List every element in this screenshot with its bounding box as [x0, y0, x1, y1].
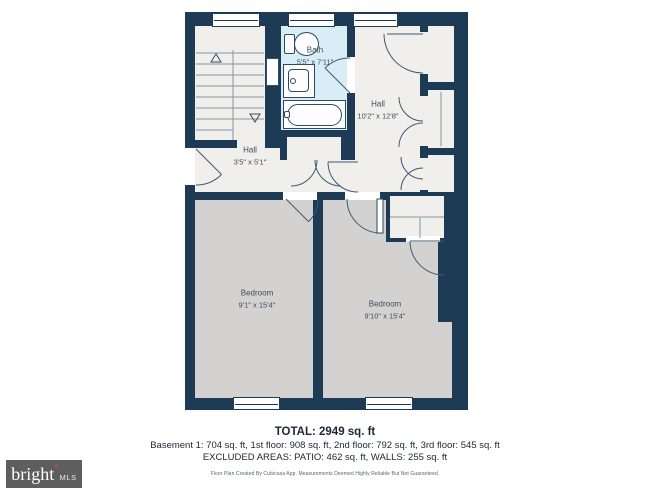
disclaimer-text: Floor Plan Created By Cubicasa App. Measurements Deemed Highly Reliable But Not Guaranteed.: [210, 470, 440, 477]
floor-areas-text: Basement 1: 704 sq. ft, 1st floor: 908 sq. ft, 2nd floor: 792 sq. ft, 3rd floor: 545 sq. ft: [150, 439, 500, 451]
closet-a-floor: [428, 26, 454, 82]
window-pane: [235, 404, 278, 405]
total-area-text: TOTAL: 2949 sq. ft: [274, 426, 376, 438]
logo-suffix-text: MLS: [59, 472, 77, 482]
room-dims: 3'5" x 5'1": [233, 157, 267, 167]
excluded-areas-text: EXCLUDED AREAS: PATIO: 462 sq. ft, WALLS: 255 sq. ft: [202, 451, 448, 463]
closet-a-opening: [420, 32, 428, 74]
bedroom-left-door-opening: [283, 192, 317, 200]
bedroom-closet-door-opening: [406, 236, 440, 242]
bathtub-faucet-icon: [284, 111, 290, 118]
room-label-hall-main: [357, 98, 398, 121]
closet-c-opening: [420, 158, 428, 190]
closet-b-opening: [420, 96, 428, 146]
bedroom-closet-floor: [390, 196, 444, 238]
bedroom-right-floor-lower: [438, 322, 452, 398]
room-label-bedroom-right: [364, 298, 405, 321]
bath-door-opening: [347, 57, 355, 93]
window-pane: [214, 20, 258, 21]
entry-door-opening: [185, 148, 195, 185]
linen-closet-floor: [287, 137, 341, 160]
room-dims: 5'5" x 7'11": [296, 57, 334, 67]
room-name: Bath: [306, 45, 324, 55]
bathtub-basin-icon: [287, 104, 342, 126]
closet-c-floor: [428, 155, 454, 192]
area-summary: [0, 426, 650, 477]
logo-brand-text: bright: [11, 464, 55, 484]
window-pane: [290, 20, 333, 21]
wall-recess: [266, 58, 279, 86]
bright-mls-logo: [6, 460, 82, 488]
window-top-right: [353, 13, 398, 27]
window-pane: [367, 404, 411, 405]
closet-b-floor: [428, 90, 454, 148]
window-bottom-left: [233, 397, 280, 410]
window-top-middle: [288, 13, 335, 27]
corridor-floor: [280, 160, 355, 192]
room-label-hall-small: [234, 144, 267, 167]
room-name: Hall: [371, 99, 385, 109]
room-name: Bedroom: [240, 288, 274, 298]
logo-asterisk-icon: *: [54, 461, 59, 474]
room-label-bath: [297, 44, 333, 67]
stair-room-floor: [195, 26, 265, 140]
room-name: Bedroom: [368, 299, 402, 309]
room-label-bedroom-left: [239, 287, 276, 310]
sink-drain-icon: [290, 78, 296, 84]
window-top-left: [212, 13, 260, 27]
window-pane: [355, 20, 396, 21]
room-dims: 10'2" x 12'8": [357, 111, 399, 121]
room-dims: 9'10" x 15'4": [364, 311, 406, 321]
window-bottom-right: [365, 397, 413, 410]
room-dims: 9'1" x 15'4": [238, 300, 276, 310]
room-name: Hall: [243, 145, 257, 155]
bedroom-right-door-opening: [345, 192, 380, 200]
